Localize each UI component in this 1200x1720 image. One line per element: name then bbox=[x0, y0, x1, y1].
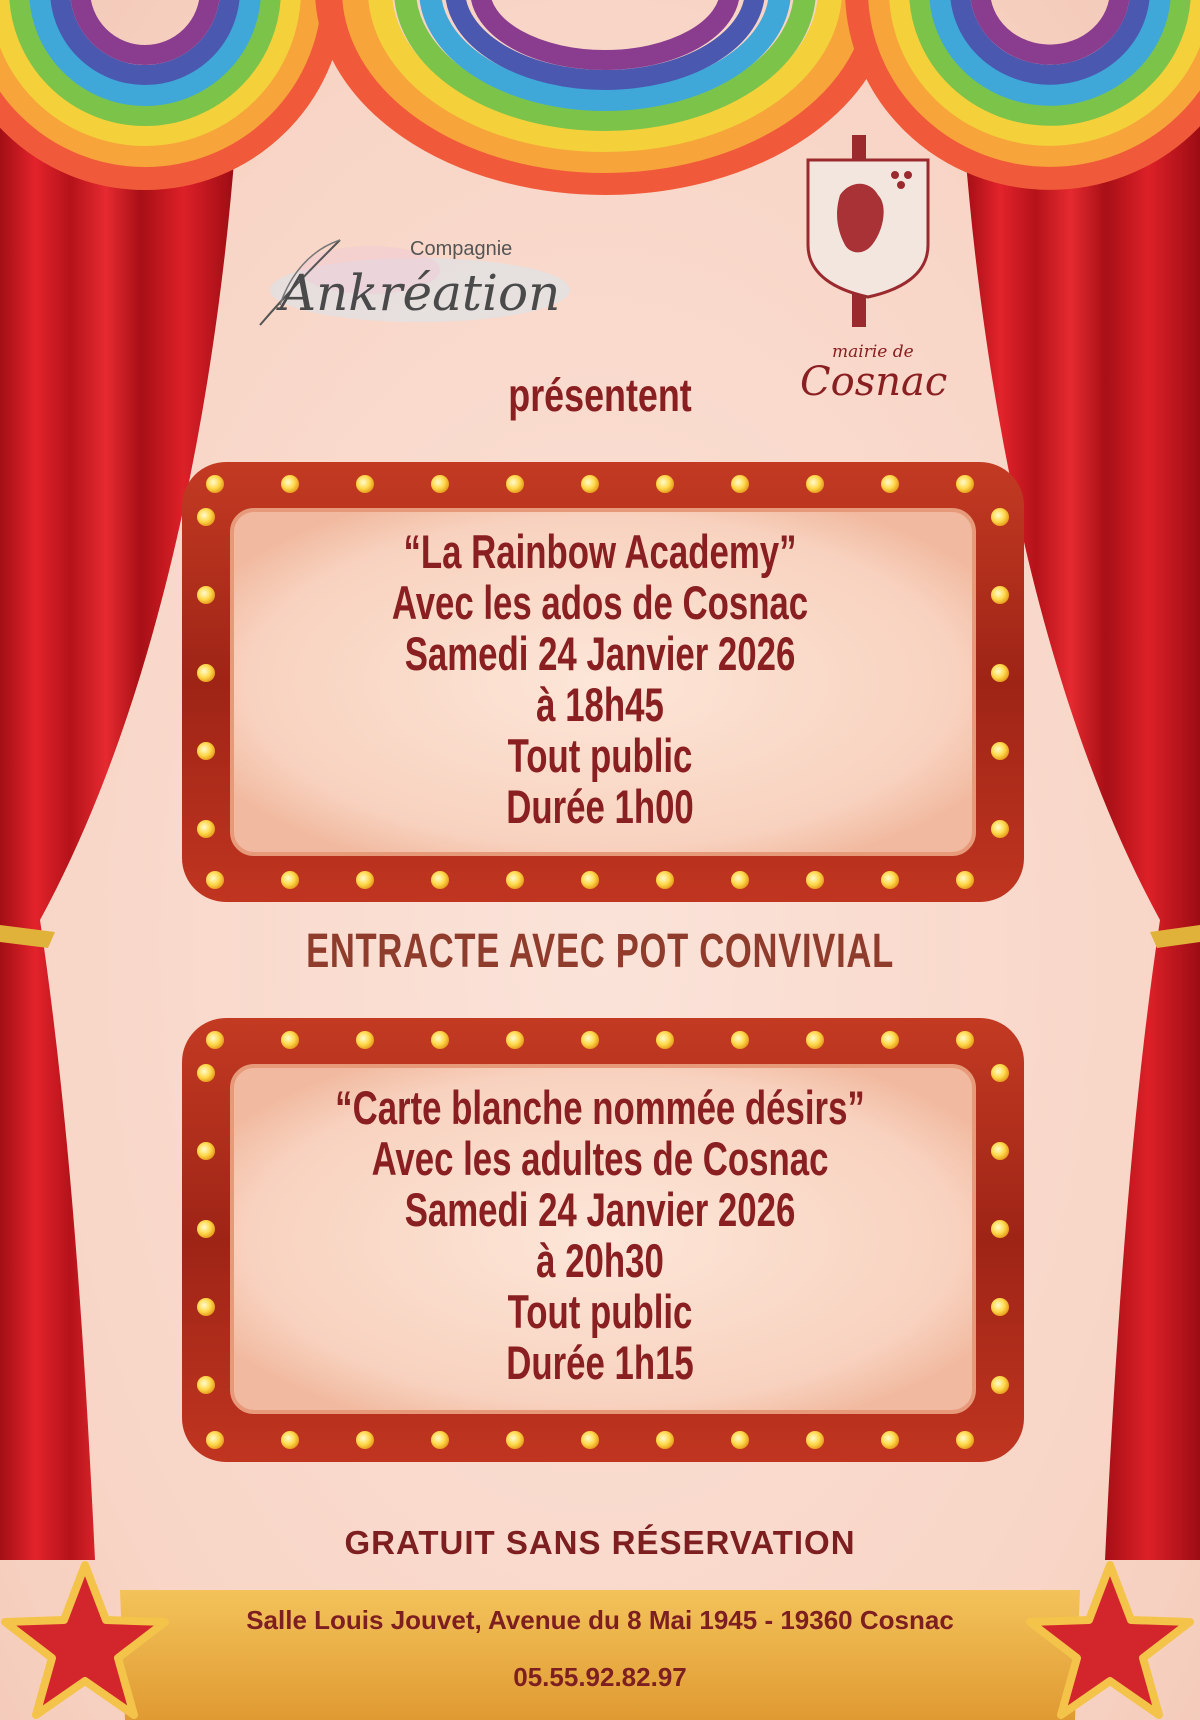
marquee-bulb bbox=[991, 742, 1009, 760]
marquee-bulb bbox=[881, 475, 899, 493]
show2-time: à 20h30 bbox=[536, 1234, 664, 1287]
marquee-bulb bbox=[956, 475, 974, 493]
show1-cast: Avec les ados de Cosnac bbox=[391, 576, 809, 629]
marquee-bulb bbox=[197, 820, 215, 838]
marquee-bulb bbox=[197, 1298, 215, 1316]
show1-date: Samedi 24 Janvier 2026 bbox=[404, 627, 796, 680]
marquee-bulb bbox=[206, 1031, 224, 1049]
show1-audience: Tout public bbox=[507, 729, 693, 782]
marquee-bulb bbox=[197, 586, 215, 604]
marquee-bulb bbox=[206, 871, 224, 889]
marquee-bulb bbox=[656, 1031, 674, 1049]
show1-duration: Durée 1h00 bbox=[506, 780, 694, 833]
marquee-bulb bbox=[197, 508, 215, 526]
marquee-bulb bbox=[197, 664, 215, 682]
marquee-bulb bbox=[506, 1031, 524, 1049]
marquee-bulb bbox=[197, 1220, 215, 1238]
marquee-bulb bbox=[356, 1431, 374, 1449]
marquee-bulb bbox=[281, 1031, 299, 1049]
marquee-bulb bbox=[581, 475, 599, 493]
marquee-bulb bbox=[956, 1031, 974, 1049]
venue-address: Salle Louis Jouvet, Avenue du 8 Mai 1945 - 19360 Cosnac bbox=[246, 1605, 954, 1635]
marquee-bulb bbox=[431, 871, 449, 889]
marquee-bulb bbox=[991, 1064, 1009, 1082]
marquee-bulb bbox=[197, 1142, 215, 1160]
marquee-bulb bbox=[206, 475, 224, 493]
show2-info bbox=[230, 1082, 970, 1388]
ankreation-logo bbox=[250, 230, 580, 340]
marquee-bulb bbox=[991, 1142, 1009, 1160]
marquee-bulb bbox=[731, 1431, 749, 1449]
marquee-bulb bbox=[506, 871, 524, 889]
marquee-bulb bbox=[806, 1031, 824, 1049]
marquee-bulb bbox=[991, 508, 1009, 526]
marquee-bulb bbox=[991, 820, 1009, 838]
marquee-bulb bbox=[731, 1031, 749, 1049]
marquee-bulb bbox=[197, 1064, 215, 1082]
marquee-bulb bbox=[656, 871, 674, 889]
marquee-bulb bbox=[581, 1431, 599, 1449]
marquee-bulb bbox=[581, 1031, 599, 1049]
marquee-bulb bbox=[431, 1031, 449, 1049]
marquee-bulb bbox=[281, 871, 299, 889]
marquee-bulb bbox=[431, 1431, 449, 1449]
marquee-bulb bbox=[281, 475, 299, 493]
free-entry-notice: GRATUIT SANS RÉSERVATION bbox=[344, 1524, 856, 1561]
marquee-bulb bbox=[991, 1220, 1009, 1238]
marquee-bulb bbox=[197, 1376, 215, 1394]
marquee-bulb bbox=[956, 1431, 974, 1449]
marquee-bulb bbox=[806, 475, 824, 493]
marquee-bulb bbox=[881, 871, 899, 889]
show1-title: “La Rainbow Academy” bbox=[403, 525, 797, 578]
marquee-bulb bbox=[956, 871, 974, 889]
marquee-bulb bbox=[506, 1431, 524, 1449]
marquee-bulb bbox=[197, 742, 215, 760]
show2-date: Samedi 24 Janvier 2026 bbox=[404, 1183, 796, 1236]
marquee-bulb bbox=[281, 1431, 299, 1449]
marquee-bulb bbox=[806, 1431, 824, 1449]
show2-audience: Tout public bbox=[507, 1285, 693, 1338]
entracte-heading: ENTRACTE AVEC POT CONVIVIAL bbox=[306, 925, 894, 978]
mairie-prefix: mairie de bbox=[832, 342, 914, 362]
company-name: Ankréation bbox=[280, 264, 561, 322]
show1-info bbox=[230, 526, 970, 832]
marquee-bulb bbox=[731, 871, 749, 889]
phone-number: 05.55.92.82.97 bbox=[513, 1662, 687, 1692]
marquee-bulb bbox=[506, 475, 524, 493]
marquee-bulb bbox=[881, 1431, 899, 1449]
marquee-bulb bbox=[881, 1031, 899, 1049]
marquee-bulb bbox=[731, 475, 749, 493]
marquee-bulb bbox=[991, 586, 1009, 604]
show2-title: “Carte blanche nommée désirs” bbox=[335, 1081, 865, 1134]
marquee-bulb bbox=[356, 871, 374, 889]
coat-of-arms-icon bbox=[800, 135, 940, 345]
marquee-bulb bbox=[991, 664, 1009, 682]
mairie-name: Cosnac bbox=[800, 359, 948, 405]
marquee-bulb bbox=[581, 871, 599, 889]
show1-time: à 18h45 bbox=[536, 678, 664, 731]
show2-duration: Durée 1h15 bbox=[506, 1336, 694, 1389]
marquee-bulb bbox=[991, 1376, 1009, 1394]
marquee-bulb bbox=[356, 475, 374, 493]
show2-cast: Avec les adultes de Cosnac bbox=[371, 1132, 829, 1185]
marquee-bulb bbox=[356, 1031, 374, 1049]
marquee-bulb bbox=[656, 1431, 674, 1449]
company-prefix: Compagnie bbox=[410, 238, 513, 260]
marquee-bulb bbox=[806, 871, 824, 889]
marquee-bulb bbox=[431, 475, 449, 493]
marquee-bulb bbox=[656, 475, 674, 493]
marquee-bulb bbox=[991, 1298, 1009, 1316]
presentent-heading: présentent bbox=[508, 369, 692, 421]
marquee-bulb bbox=[206, 1431, 224, 1449]
